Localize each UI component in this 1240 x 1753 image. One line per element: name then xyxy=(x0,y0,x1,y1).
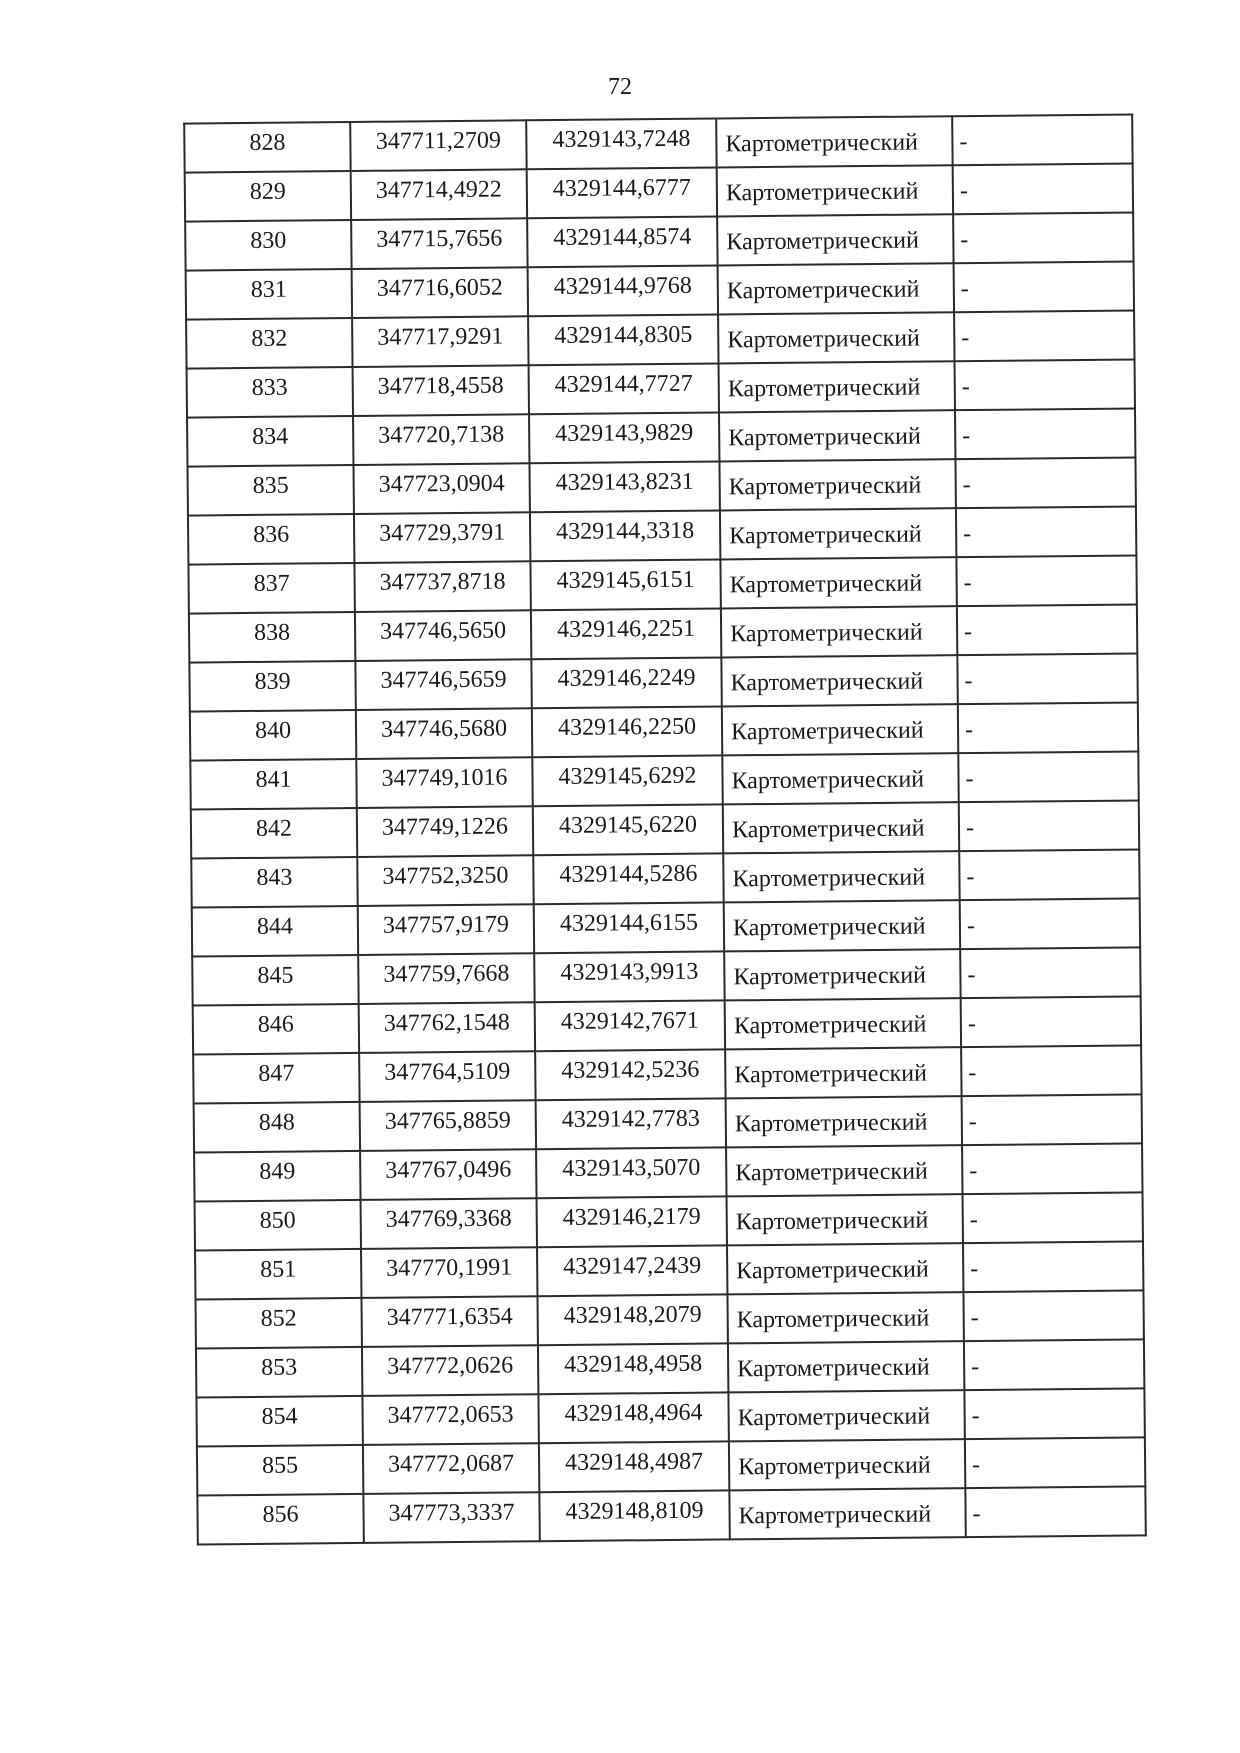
x-coordinate-cell: 347765,8859 xyxy=(360,1100,536,1151)
point-number-cell: 840 xyxy=(190,710,356,761)
y-coordinate-cell: 4329144,6155 xyxy=(534,902,724,953)
x-coordinate-cell: 347772,0626 xyxy=(362,1345,538,1396)
method-cell: Картометрический xyxy=(725,1047,961,1098)
point-number-cell: 842 xyxy=(191,808,357,859)
x-coordinate-cell: 347762,1548 xyxy=(359,1002,535,1053)
point-number-cell: 854 xyxy=(196,1396,362,1447)
note-cell: - xyxy=(959,800,1139,851)
x-coordinate-cell: 347714,4922 xyxy=(351,169,527,220)
x-coordinate-cell: 347715,7656 xyxy=(351,218,527,269)
point-number-cell: 838 xyxy=(189,612,355,663)
method-cell: Картометрический xyxy=(728,1390,964,1441)
method-cell: Картометрический xyxy=(727,1243,963,1294)
method-cell: Картометрический xyxy=(719,459,955,510)
point-number-cell: 833 xyxy=(187,367,353,418)
note-cell: - xyxy=(955,457,1135,508)
x-coordinate-cell: 347770,1991 xyxy=(361,1247,537,1298)
method-cell: Картометрический xyxy=(717,165,953,216)
note-cell: - xyxy=(953,212,1133,263)
method-cell: Картометрический xyxy=(724,949,960,1000)
note-cell: - xyxy=(960,947,1140,998)
x-coordinate-cell: 347772,0653 xyxy=(362,1394,538,1445)
note-cell: - xyxy=(959,849,1139,900)
x-coordinate-cell: 347773,3337 xyxy=(363,1492,539,1543)
method-cell: Картометрический xyxy=(720,508,956,559)
point-number-cell: 845 xyxy=(192,955,358,1006)
y-coordinate-cell: 4329145,6220 xyxy=(533,804,723,855)
method-cell: Картометрический xyxy=(727,1194,963,1245)
note-cell: - xyxy=(963,1241,1143,1292)
x-coordinate-cell: 347711,2709 xyxy=(350,120,526,171)
point-number-cell: 850 xyxy=(195,1200,361,1251)
note-cell: - xyxy=(957,653,1137,704)
note-cell: - xyxy=(965,1437,1145,1488)
x-coordinate-cell: 347749,1016 xyxy=(356,757,532,808)
method-cell: Картометрический xyxy=(719,410,955,461)
note-cell: - xyxy=(957,604,1137,655)
y-coordinate-cell: 4329145,6292 xyxy=(532,755,722,806)
method-cell: Картометрический xyxy=(719,361,955,412)
note-cell: - xyxy=(961,996,1141,1047)
method-cell: Картометрический xyxy=(716,116,952,167)
x-coordinate-cell: 347746,5659 xyxy=(355,659,531,710)
x-coordinate-cell: 347717,9291 xyxy=(352,316,528,367)
y-coordinate-cell: 4329144,7727 xyxy=(529,363,719,414)
note-cell: - xyxy=(958,751,1138,802)
point-number-cell: 847 xyxy=(193,1053,359,1104)
method-cell: Картометрический xyxy=(728,1341,964,1392)
x-coordinate-cell: 347752,3250 xyxy=(357,855,533,906)
table-body xyxy=(184,114,1146,1544)
y-coordinate-cell: 4329148,4987 xyxy=(539,1441,729,1492)
method-cell: Картометрический xyxy=(720,557,956,608)
method-cell: Картометрический xyxy=(717,214,953,265)
x-coordinate-cell: 347764,5109 xyxy=(359,1051,535,1102)
method-cell: Картометрический xyxy=(726,1096,962,1147)
note-cell: - xyxy=(961,1045,1141,1096)
point-number-cell: 843 xyxy=(191,857,357,908)
point-number-cell: 849 xyxy=(194,1151,360,1202)
note-cell: - xyxy=(964,1388,1144,1439)
y-coordinate-cell: 4329148,8109 xyxy=(539,1490,729,1541)
note-cell: - xyxy=(962,1094,1142,1145)
x-coordinate-cell: 347746,5680 xyxy=(356,708,532,759)
x-coordinate-cell: 347749,1226 xyxy=(357,806,533,857)
method-cell: Картометрический xyxy=(718,263,954,314)
point-number-cell: 856 xyxy=(197,1494,363,1545)
note-cell: - xyxy=(954,310,1134,361)
method-cell: Картометрический xyxy=(718,312,954,363)
y-coordinate-cell: 4329143,9913 xyxy=(534,951,724,1002)
point-number-cell: 831 xyxy=(186,269,352,320)
y-coordinate-cell: 4329148,4964 xyxy=(538,1392,728,1443)
y-coordinate-cell: 4329146,2179 xyxy=(537,1196,727,1247)
point-number-cell: 853 xyxy=(196,1347,362,1398)
y-coordinate-cell: 4329144,3318 xyxy=(530,510,720,561)
coordinates-table xyxy=(183,113,1147,1545)
point-number-cell: 830 xyxy=(185,220,351,271)
x-coordinate-cell: 347757,9179 xyxy=(358,904,534,955)
note-cell: - xyxy=(955,359,1135,410)
point-number-cell: 844 xyxy=(192,906,358,957)
method-cell: Картометрический xyxy=(723,802,959,853)
note-cell: - xyxy=(956,506,1136,557)
point-number-cell: 848 xyxy=(194,1102,360,1153)
method-cell: Картометрический xyxy=(725,998,961,1049)
note-cell: - xyxy=(965,1486,1145,1537)
point-number-cell: 852 xyxy=(195,1298,361,1349)
note-cell: - xyxy=(963,1290,1143,1341)
note-cell: - xyxy=(964,1339,1144,1390)
x-coordinate-cell: 347737,8718 xyxy=(354,561,530,612)
x-coordinate-cell: 347767,0496 xyxy=(360,1149,536,1200)
y-coordinate-cell: 4329144,8574 xyxy=(527,216,717,267)
method-cell: Картометрический xyxy=(727,1292,963,1343)
note-cell: - xyxy=(956,555,1136,606)
y-coordinate-cell: 4329146,2249 xyxy=(531,657,721,708)
table-row xyxy=(197,1486,1145,1544)
x-coordinate-cell: 347772,0687 xyxy=(363,1443,539,1494)
y-coordinate-cell: 4329146,2251 xyxy=(531,608,721,659)
method-cell: Картометрический xyxy=(729,1488,965,1539)
y-coordinate-cell: 4329144,6777 xyxy=(527,167,717,218)
point-number-cell: 841 xyxy=(190,759,356,810)
x-coordinate-cell: 347723,0904 xyxy=(353,463,529,514)
y-coordinate-cell: 4329144,9768 xyxy=(528,265,718,316)
y-coordinate-cell: 4329142,5236 xyxy=(535,1049,725,1100)
x-coordinate-cell: 347746,5650 xyxy=(355,610,531,661)
note-cell: - xyxy=(963,1192,1143,1243)
method-cell: Картометрический xyxy=(723,851,959,902)
x-coordinate-cell: 347716,6052 xyxy=(352,267,528,318)
point-number-cell: 839 xyxy=(189,661,355,712)
point-number-cell: 829 xyxy=(185,171,351,222)
y-coordinate-cell: 4329142,7671 xyxy=(535,1000,725,1051)
y-coordinate-cell: 4329143,8231 xyxy=(529,461,719,512)
method-cell: Картометрический xyxy=(721,655,957,706)
y-coordinate-cell: 4329146,2250 xyxy=(532,706,722,757)
method-cell: Картометрический xyxy=(722,704,958,755)
point-number-cell: 832 xyxy=(186,318,352,369)
note-cell: - xyxy=(958,702,1138,753)
method-cell: Картометрический xyxy=(722,753,958,804)
point-number-cell: 836 xyxy=(188,514,354,565)
point-number-cell: 835 xyxy=(187,465,353,516)
point-number-cell: 834 xyxy=(187,416,353,467)
y-coordinate-cell: 4329148,2079 xyxy=(537,1294,727,1345)
y-coordinate-cell: 4329147,2439 xyxy=(537,1245,727,1296)
x-coordinate-cell: 347720,7138 xyxy=(353,414,529,465)
note-cell: - xyxy=(954,261,1134,312)
note-cell: - xyxy=(952,114,1132,165)
method-cell: Картометрический xyxy=(724,900,960,951)
method-cell: Картометрический xyxy=(729,1439,965,1490)
y-coordinate-cell: 4329148,4958 xyxy=(538,1343,728,1394)
x-coordinate-cell: 347769,3368 xyxy=(361,1198,537,1249)
y-coordinate-cell: 4329142,7783 xyxy=(536,1098,726,1149)
point-number-cell: 855 xyxy=(197,1445,363,1496)
note-cell: - xyxy=(960,898,1140,949)
point-number-cell: 846 xyxy=(193,1004,359,1055)
note-cell: - xyxy=(955,408,1135,459)
y-coordinate-cell: 4329144,5286 xyxy=(533,853,723,904)
x-coordinate-cell: 347771,6354 xyxy=(361,1296,537,1347)
note-cell: - xyxy=(962,1143,1142,1194)
y-coordinate-cell: 4329143,9829 xyxy=(529,412,719,463)
point-number-cell: 828 xyxy=(184,122,350,173)
point-number-cell: 851 xyxy=(195,1249,361,1300)
note-cell: - xyxy=(953,163,1133,214)
y-coordinate-cell: 4329143,5070 xyxy=(536,1147,726,1198)
y-coordinate-cell: 4329144,8305 xyxy=(528,314,718,365)
x-coordinate-cell: 347718,4558 xyxy=(353,365,529,416)
method-cell: Картометрический xyxy=(726,1145,962,1196)
method-cell: Картометрический xyxy=(721,606,957,657)
x-coordinate-cell: 347759,7668 xyxy=(358,953,534,1004)
x-coordinate-cell: 347729,3791 xyxy=(354,512,530,563)
y-coordinate-cell: 4329143,7248 xyxy=(526,118,716,169)
y-coordinate-cell: 4329145,6151 xyxy=(530,559,720,610)
point-number-cell: 837 xyxy=(188,563,354,614)
page-number: 72 xyxy=(608,74,632,100)
